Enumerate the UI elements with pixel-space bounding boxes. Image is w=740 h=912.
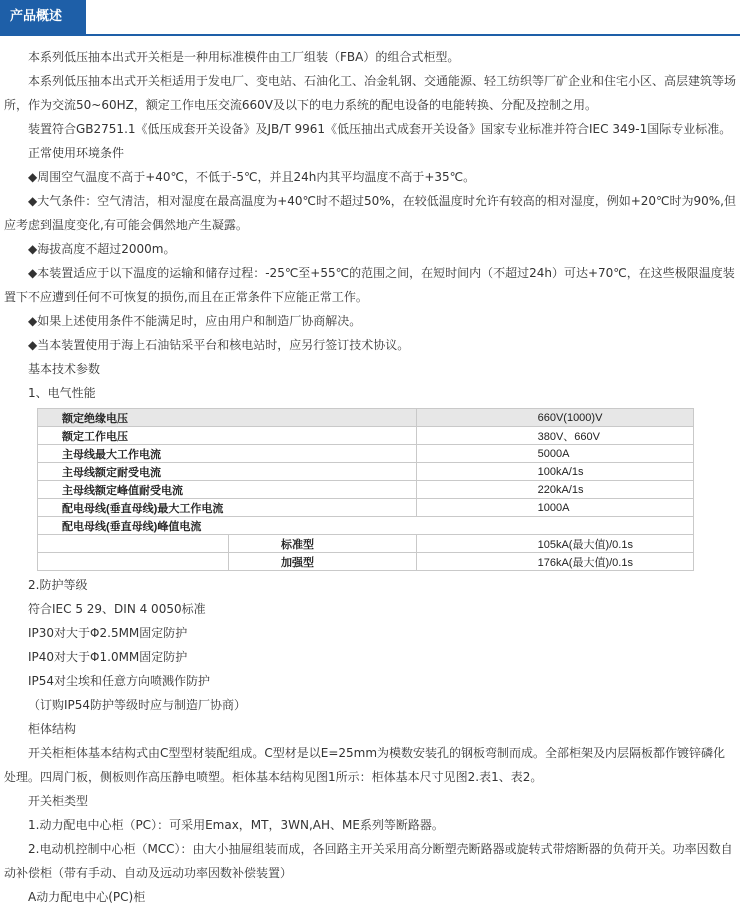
bullet-negotiation: ◆如果上述使用条件不能满足时，应由用户和制造厂协商解决。 xyxy=(28,314,362,328)
table-cell-label: 额定绝缘电压 xyxy=(38,409,417,427)
heading-protection: 2.防护等级 xyxy=(28,578,88,592)
table-row xyxy=(38,409,694,427)
paragraph-ip54: IP54对尘埃和任意方向喷溅作防护 xyxy=(28,674,211,688)
heading-pc-cabinet: A动力配电中心(PC)柜 xyxy=(28,890,146,904)
heading-environment: 正常使用环境条件 xyxy=(28,146,125,160)
table-cell-value: 660V(1000)V xyxy=(416,409,693,427)
bullet-atmosphere: ◆大气条件：空气清洁，相对湿度在最高温度为+40℃时不超过50%，在较低温度时允许有较高的相对湿度，例如+20℃时为90%,但应考虑到温度变化,有可能会偶然地产生凝露。 xyxy=(4,194,736,232)
table-row xyxy=(38,427,694,445)
table-row xyxy=(38,517,694,535)
table-cell-value: 105kA(最大值)/0.1s xyxy=(416,535,693,553)
paragraph-iec-standard: 符合IEC 5 29、DIN 4 0050标准 xyxy=(28,602,206,616)
table-row xyxy=(38,553,694,571)
paragraph-standards: 装置符合GB2751.1《低压成套开关设备》及JB/T 9961《低压抽出式成套开关设备》国家专业标准并符合IEC 349-1国际专业标准。 xyxy=(28,122,732,136)
paragraph-ip30: IP30对大于Φ2.5MM固定防护 xyxy=(28,626,188,640)
paragraph-applications: 本系列低压抽本出式开关柜适用于发电厂、变电站、石油化工、冶金轧钢、交通能源、轻工纺织等厂矿企业和住宅小区、高层建筑等场所，作为交流50~60HZ，额定工作电压交流660V及以下的电力系统的配电设备的电能转换、分配及控制之用。 xyxy=(4,74,737,112)
paragraph-intro: 本系列低压抽本出式开关柜是一种用标准模件由工厂组装（FBA）的组合式柜型。 xyxy=(28,50,460,64)
table-cell-value: 1000A xyxy=(416,499,693,517)
table-cell-sublabel: 标准型 xyxy=(229,535,417,553)
bullet-offshore: ◆当本装置使用于海上石油钻采平台和核电站时，应另行签订技术协议。 xyxy=(28,338,410,352)
electrical-spec-table-wrap xyxy=(37,408,694,571)
paragraph-mcc-cabinet: 2.电动机控制中心柜（MCC）：由大小抽屉组装而成，各回路主开关采用高分断塑壳断路器或旋转式带熔断器的负荷开关。功率因数自动补偿柜（带有手动、自动及远动功率因数补偿装置） xyxy=(4,842,733,880)
table-cell-label: 配电母线(垂直母线)最大工作电流 xyxy=(38,499,417,517)
table-row xyxy=(38,481,694,499)
article-body xyxy=(0,36,740,909)
bullet-temperature: ◆周围空气温度不高于+40℃，不低于-5℃，并且24h内其平均温度不高于+35℃。 xyxy=(28,170,476,184)
heading-cabinet-structure: 柜体结构 xyxy=(28,722,77,736)
table-cell-blank xyxy=(38,553,229,571)
table-cell-value: 100kA/1s xyxy=(416,463,693,481)
table-cell-blank xyxy=(38,535,229,553)
heading-tech-params: 基本技术参数 xyxy=(28,362,101,376)
table-row xyxy=(38,535,694,553)
table-cell-label: 配电母线(垂直母线)峰值电流 xyxy=(38,517,694,535)
heading-switchgear-types: 开关柜类型 xyxy=(28,794,89,808)
table-row xyxy=(38,499,694,517)
table-row xyxy=(38,445,694,463)
table-cell-label: 额定工作电压 xyxy=(38,427,417,445)
table-cell-value: 380V、660V xyxy=(416,427,693,445)
bullet-altitude: ◆海拔高度不超过2000m。 xyxy=(28,242,176,256)
paragraph-ip40: IP40对大于Φ1.0MM固定防护 xyxy=(28,650,188,664)
table-cell-value: 176kA(最大值)/0.1s xyxy=(416,553,693,571)
table-cell-sublabel: 加强型 xyxy=(229,553,417,571)
section-header xyxy=(0,0,740,36)
table-cell-label: 主母线额定耐受电流 xyxy=(38,463,417,481)
electrical-spec-table xyxy=(37,408,694,571)
paragraph-ip54-note: （订购IP54防护等级时应与制造厂协商） xyxy=(28,698,247,712)
bullet-transport: ◆本装置适应于以下温度的运输和储存过程：-25℃至+55℃的范围之间，在短时间内（不超过24h）可达+70℃，在这些极限温度装置下不应遭到任何不可恢复的损伤,而且在正常条件下应能正常工作。 xyxy=(4,266,735,304)
paragraph-pc-cabinet: 1.动力配电中心柜（PC）：可采用Emax，MT，3WN,AH、ME系列等断路器。 xyxy=(28,818,444,832)
section-tab-product-overview[interactable]: 产品概述 xyxy=(0,0,86,34)
table-cell-value: 5000A xyxy=(416,445,693,463)
heading-electrical: 1、电气性能 xyxy=(28,386,96,400)
paragraph-cabinet-structure: 开关柜柜体基本结构式由C型型材装配组成。C型材是以E=25mm为模数安装孔的钢板弯制而成。全部柜架及内层隔板都作镀锌磷化处理。四周门板，侧板则作高压静电喷塑。柜体基本结构见图1所示：柜体基本尺寸见图2.表1、表2。 xyxy=(4,746,726,784)
table-cell-label: 主母线最大工作电流 xyxy=(38,445,417,463)
table-cell-value: 220kA/1s xyxy=(416,481,693,499)
table-cell-label: 主母线额定峰值耐受电流 xyxy=(38,481,417,499)
table-row xyxy=(38,463,694,481)
